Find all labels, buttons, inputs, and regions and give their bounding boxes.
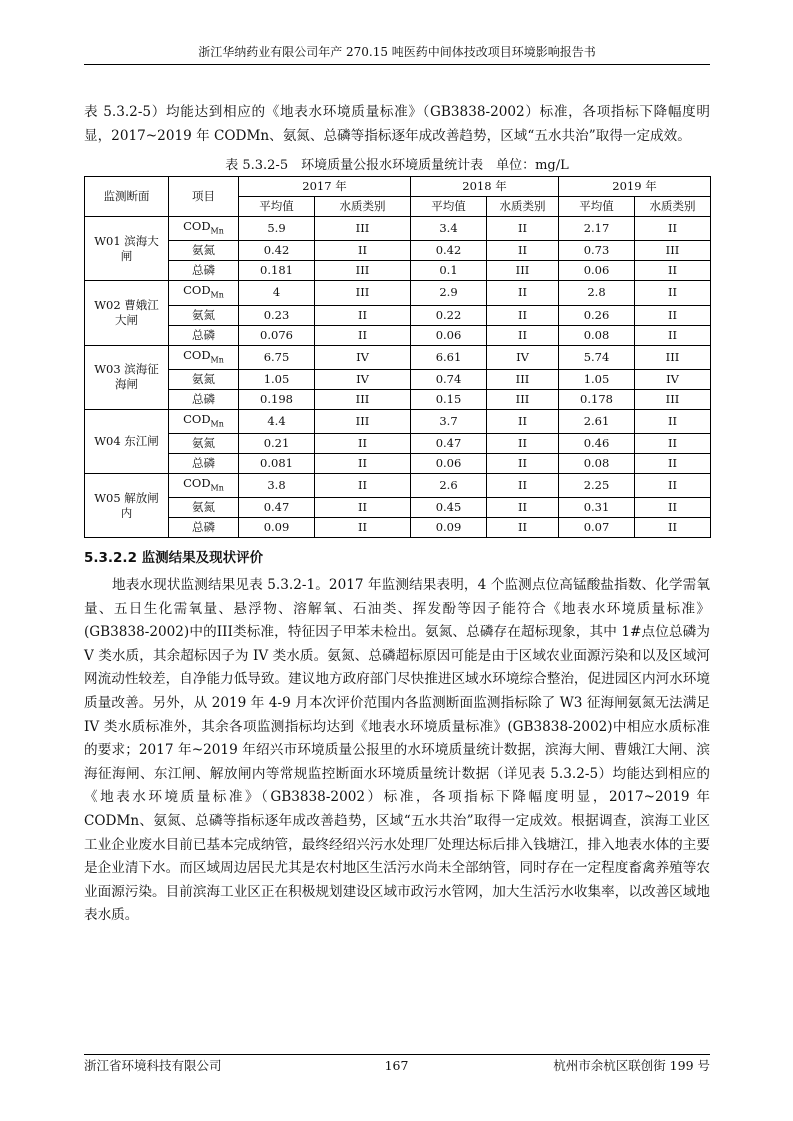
table-row — [85, 518, 711, 538]
class-cell: II — [635, 281, 711, 305]
intro-paragraph: 表 5.3.2-5）均能达到相应的《地表水环境质量标准》（GB3838-2002）标准，各项指标下降幅度明显，2017~2019 年 CODMn、氨氮、总磷等指标逐年成改善趋势，区域“五水共治”取得一定成效。 — [84, 104, 710, 144]
table-caption: 表 5.3.2-5 环境质量公报水环境质量统计表 单位：mg/L — [225, 158, 569, 173]
class-cell: II — [635, 474, 711, 498]
value-cell: 0.076 — [239, 325, 315, 345]
class-cell: III — [487, 369, 559, 389]
item-cell: 氨氮 — [169, 434, 239, 454]
class-cell: II — [487, 498, 559, 518]
class-cell: II — [635, 498, 711, 518]
value-cell: 1.05 — [239, 369, 315, 389]
water-quality-table — [84, 176, 711, 538]
item-cell: 氨氮 — [169, 369, 239, 389]
item-cell: 总磷 — [169, 325, 239, 345]
value-cell: 0.47 — [239, 498, 315, 518]
class-cell: III — [487, 261, 559, 281]
value-cell: 2.8 — [559, 281, 635, 305]
class-cell: II — [487, 409, 559, 433]
class-cell: II — [315, 241, 411, 261]
class-cell: II — [635, 434, 711, 454]
item-cell: $COD_{Mn}$ — [169, 409, 239, 433]
value-cell: 0.73 — [559, 241, 635, 261]
table-row — [85, 281, 711, 305]
value-cell: 0.081 — [239, 454, 315, 474]
value-cell: 0.06 — [559, 261, 635, 281]
item-cell: 氨氮 — [169, 241, 239, 261]
class-cell: III — [635, 389, 711, 409]
subheader-class: 水质类别 — [315, 197, 411, 217]
page-header: 浙江华纳药业有限公司年产 270.15 吨医药中间体技改项目环境影响报告书 — [84, 44, 710, 65]
value-cell: 0.08 — [559, 325, 635, 345]
station-name-cell: W04 东江闸 — [85, 409, 169, 473]
value-cell: 5.74 — [559, 345, 635, 369]
class-cell: III — [315, 261, 411, 281]
class-cell: IV — [487, 345, 559, 369]
station-name-cell: W02 曹娥江大闸 — [85, 281, 169, 345]
value-cell: 0.74 — [411, 369, 487, 389]
item-cell: 氨氮 — [169, 498, 239, 518]
class-cell: II — [487, 474, 559, 498]
value-cell: 0.181 — [239, 261, 315, 281]
value-cell: 0.178 — [559, 389, 635, 409]
body-paragraph: 地表水现状监测结果见表 5.3.2-1。2017 年监测结果表明，4 个监测点位高锰酸盐指数、化学需氧量、五日生化需氧量、悬浮物、溶解氧、石油类、挥发酚等因子能符合《地表水环境质量标准》(GB3838-2002)中的III类标准，特征因子甲苯未检出。氨氮、总磷存在超标现象，其中 1#点位总磷为 V 类水质，其余超标因子为 IV 类水质。氨氮、总磷超标原因可能是由于区域农业面源污染和以及区域河网流动性较差，自净能力低导致。建议地方政府部门尽快推进区域水环境综合整治，促进园区内河水环境质量改善。另外，从 2019 年 4-9 月本次评价范围内各监测断面监测指标除了 W3 征海闸氨氮无法满足 IV 类水质标准外，其余各项监测指标均达到《地表水环境质量标准》(GB3838-2002)中相应水质标准的要求；2017 年~2019 年绍兴市环境质量公报里的水环境质量统计数据，滨海大闸、曹娥江大闸、滨海征海闸、东江闸、解放闸内等常规监控断面水环境质量统计数据（详见表 5.3.2-5）均能达到相应的《地表水环境质量标准》（GB3838-2002）标准，各项指标下降幅度明显，2017~2019 年 CODMn、氨氮、总磷等指标逐年成改善趋势，区域“五水共治”取得一定成效。根据调查，滨海工业区工业企业废水目前已基本完成纳管，最终经绍兴污水处理厂处理达标后排入钱塘江，排入地表水体的主要是企业清下水。而区域周边居民尤其是农村地区生活污水尚未全部纳管，同时存在一定程度畜禽养殖等农业面源污染。目前滨海工业区正在积极规划建设区域市政污水管网，加大生活污水收集率，以改善区域地表水质。 — [84, 577, 710, 924]
value-cell: 0.23 — [239, 305, 315, 325]
section-heading: 5.3.2.2 监测结果及现状评价 — [84, 550, 264, 566]
class-cell: II — [487, 217, 559, 241]
value-cell: 0.46 — [559, 434, 635, 454]
header-item: 项目 — [169, 177, 239, 217]
class-cell: III — [315, 281, 411, 305]
table-row — [85, 369, 711, 389]
class-cell: III — [635, 345, 711, 369]
item-cell: $COD_{Mn}$ — [169, 474, 239, 498]
table-row — [85, 454, 711, 474]
table-row — [85, 434, 711, 454]
class-cell: II — [487, 241, 559, 261]
table-row — [85, 305, 711, 325]
class-cell: II — [315, 498, 411, 518]
class-cell: II — [315, 518, 411, 538]
class-cell: II — [635, 325, 711, 345]
footer-address: 杭州市余杭区联创街 199 号 — [553, 1058, 710, 1073]
header-year-2018: 2018 年 — [411, 177, 559, 197]
table-row — [85, 389, 711, 409]
value-cell: 2.9 — [411, 281, 487, 305]
subheader-avg: 平均值 — [239, 197, 315, 217]
value-cell: 0.31 — [559, 498, 635, 518]
class-cell: III — [315, 409, 411, 433]
value-cell: 0.21 — [239, 434, 315, 454]
value-cell: 0.42 — [411, 241, 487, 261]
item-cell: $COD_{Mn}$ — [169, 345, 239, 369]
station-name-cell: W01 滨海大闸 — [85, 217, 169, 281]
table-row — [85, 241, 711, 261]
value-cell: 0.09 — [239, 518, 315, 538]
class-cell: IV — [635, 369, 711, 389]
table-body — [85, 217, 711, 538]
item-cell: $COD_{Mn}$ — [169, 281, 239, 305]
footer-divider — [84, 1054, 710, 1055]
table-row — [85, 409, 711, 433]
footer-company: 浙江省环境科技有限公司 — [84, 1058, 222, 1073]
class-cell: II — [487, 281, 559, 305]
value-cell: 3.4 — [411, 217, 487, 241]
table-row — [85, 261, 711, 281]
class-cell: II — [315, 454, 411, 474]
class-cell: II — [635, 261, 711, 281]
class-cell: III — [487, 389, 559, 409]
class-cell: II — [315, 325, 411, 345]
class-cell: IV — [315, 345, 411, 369]
value-cell: 0.07 — [559, 518, 635, 538]
value-cell: 6.61 — [411, 345, 487, 369]
item-cell: 总磷 — [169, 454, 239, 474]
class-cell: II — [487, 305, 559, 325]
table-row — [85, 345, 711, 369]
value-cell: 2.17 — [559, 217, 635, 241]
value-cell: 2.6 — [411, 474, 487, 498]
class-cell: III — [315, 389, 411, 409]
value-cell: 3.7 — [411, 409, 487, 433]
table-row — [85, 498, 711, 518]
class-cell: II — [315, 305, 411, 325]
class-cell: III — [315, 217, 411, 241]
value-cell: 0.06 — [411, 325, 487, 345]
value-cell: 6.75 — [239, 345, 315, 369]
header-station: 监测断面 — [85, 177, 169, 217]
class-cell: II — [315, 474, 411, 498]
header-year-2019: 2019 年 — [559, 177, 711, 197]
value-cell: 0.47 — [411, 434, 487, 454]
class-cell: II — [315, 434, 411, 454]
item-cell: 总磷 — [169, 261, 239, 281]
subheader-avg: 平均值 — [559, 197, 635, 217]
item-cell: 总磷 — [169, 389, 239, 409]
table-row — [85, 217, 711, 241]
value-cell: 4 — [239, 281, 315, 305]
table-header-row — [85, 177, 711, 197]
value-cell: 0.42 — [239, 241, 315, 261]
value-cell: 0.15 — [411, 389, 487, 409]
value-cell: 0.22 — [411, 305, 487, 325]
class-cell: II — [635, 409, 711, 433]
class-cell: II — [635, 518, 711, 538]
value-cell: 0.09 — [411, 518, 487, 538]
table-row — [85, 325, 711, 345]
value-cell: 3.8 — [239, 474, 315, 498]
value-cell: 2.25 — [559, 474, 635, 498]
class-cell: III — [635, 241, 711, 261]
value-cell: 0.1 — [411, 261, 487, 281]
value-cell: 5.9 — [239, 217, 315, 241]
class-cell: II — [635, 305, 711, 325]
subheader-class: 水质类别 — [635, 197, 711, 217]
value-cell: 0.26 — [559, 305, 635, 325]
class-cell: II — [487, 518, 559, 538]
class-cell: II — [635, 217, 711, 241]
station-name-cell: W03 滨海征海闸 — [85, 345, 169, 409]
value-cell: 0.45 — [411, 498, 487, 518]
value-cell: 1.05 — [559, 369, 635, 389]
value-cell: 0.08 — [559, 454, 635, 474]
class-cell: II — [487, 434, 559, 454]
table-row — [85, 474, 711, 498]
value-cell: 0.198 — [239, 389, 315, 409]
subheader-avg: 平均值 — [411, 197, 487, 217]
class-cell: II — [487, 325, 559, 345]
value-cell: 2.61 — [559, 409, 635, 433]
value-cell: 4.4 — [239, 409, 315, 433]
header-year-2017: 2017 年 — [239, 177, 411, 197]
item-cell: 氨氮 — [169, 305, 239, 325]
page-number: 167 — [384, 1058, 409, 1073]
station-name-cell: W05 解放闸内 — [85, 474, 169, 538]
class-cell: II — [487, 454, 559, 474]
item-cell: $COD_{Mn}$ — [169, 217, 239, 241]
class-cell: II — [635, 454, 711, 474]
item-cell: 总磷 — [169, 518, 239, 538]
value-cell: 0.06 — [411, 454, 487, 474]
class-cell: IV — [315, 369, 411, 389]
subheader-class: 水质类别 — [487, 197, 559, 217]
